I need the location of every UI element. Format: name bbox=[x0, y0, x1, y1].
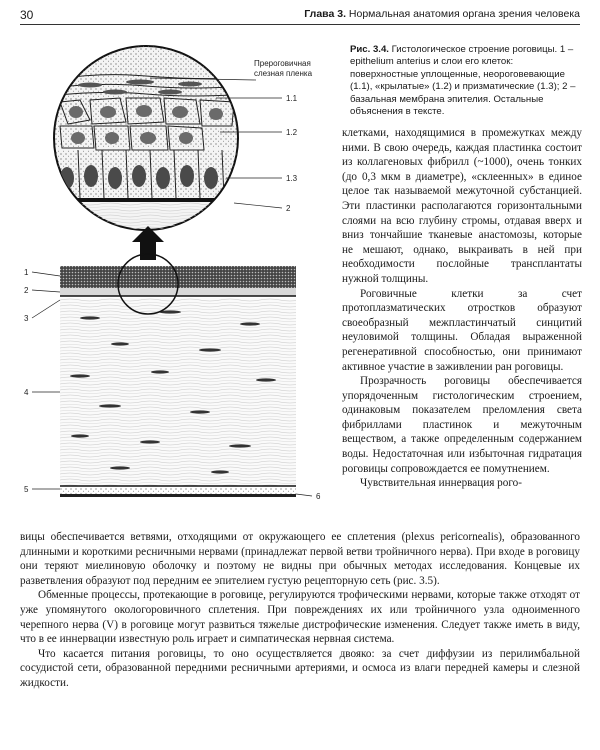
label-6: 6 bbox=[316, 492, 321, 501]
paragraph: Чувствительная иннервация рого- bbox=[360, 477, 522, 490]
page-number: 30 bbox=[20, 8, 34, 22]
label-1: 1 bbox=[24, 268, 29, 277]
header-rule bbox=[20, 24, 580, 25]
label-tear-film-line2: слезная пленка bbox=[254, 69, 313, 78]
label-3: 3 bbox=[24, 314, 29, 323]
label-1-3: 1.3 bbox=[286, 174, 298, 183]
label-1-2: 1.2 bbox=[286, 128, 298, 137]
paragraph: Что касается питания роговицы, то оно осуществляется двояко: за счет диффузии из перилимбальной сосудистой сети, образованной передними ресничными артериями, и осмоса из влаги передней камеры и слезной жидкости. bbox=[20, 647, 580, 689]
caption-text: Гистологическое строение роговицы. 1 – epithelium anterius и слои его клеток: поверхностные уплощенные, неороговевающие (1.1), «крылатые» (1.2) и призматические (1.3); 2 – базальная мембрана эпителия. Остальные объяснения в тексте. bbox=[350, 44, 576, 118]
magnification-arrow bbox=[132, 226, 164, 260]
chapter-title: Нормальная анатомия органа зрения человека bbox=[348, 8, 580, 20]
right-column-text bbox=[342, 126, 582, 491]
paragraph: Роговичные клетки за счет протоплазматических отростков образуют своеобразный межпластинчатый синцитий неуловимой толщины. Обладая выраженной регенеративной способностью, они принимают активное участие в заживлении ран роговицы. bbox=[342, 287, 582, 373]
label-1-1: 1.1 bbox=[286, 94, 298, 103]
figure-caption bbox=[350, 44, 580, 118]
label-2: 2 bbox=[24, 286, 29, 295]
running-header bbox=[304, 8, 580, 20]
cornea-cross-section bbox=[60, 254, 296, 497]
cornea-histology-figure bbox=[20, 28, 340, 508]
label-4: 4 bbox=[24, 388, 29, 397]
label-tear-film-line1: Прероговичная bbox=[254, 59, 311, 68]
paragraph: Прозрачность роговицы обеспечивается упорядоченным гистологическим строением, одинаковым показателем преломления света фибриллами пластинок и межуточным веществом, а также определенным содержанием воды. Недостаточная или избыточная гидратация роговицы сопровождается ее помутнением. bbox=[342, 375, 582, 475]
full-width-text bbox=[20, 530, 580, 691]
paragraph: вицы обеспечивается ветвями, отходящими от окружающего ее сплетения (plexus pericornealis), образованного длинными и короткими ресничными нервами (принадлежат первой ветви тройничного нерва). При входе в роговицу они теряют миелиновую оболочку и поэтому не видны при обычных методах исследования. Концевые их разветвления образуют под передним ее эпителием густую рецепторную сеть (рис. 3.5). bbox=[20, 531, 580, 587]
paragraph: Обменные процессы, протекающие в роговице, регулируются трофическими нервами, которые также отходят от уже упомянутого окологоровичного сплетения. При повреждениях их или тройничного узла одноименного черепного нерва (V) в роговице могут развиться тяжелые дистрофические изменения. Следует также иметь в виду, что в ее иннервации известную роль играет и симпатическая нервная система. bbox=[20, 589, 580, 646]
label-5: 5 bbox=[24, 485, 29, 494]
magnified-epithelium bbox=[50, 46, 250, 232]
caption-label: Рис. 3.4. bbox=[350, 44, 389, 55]
paragraph: клетками, находящимися в промежутках между ними. В свою очередь, каждая пластинка состоит из коллагеновых фибрилл (~1000), очень тонких (до 0,3 мкм в диаметре), «склеенных» в единое целое так называемой межуточной субстанцией. Эти пластинки располагаются горизонтальными слоями на всю глубину стромы, отдавая вверх и вниз тончайшие тканевые анастомозы, которые не мешают, однако, выкраивать в ней при необходимости послойные трансплантаты нужной толщины. bbox=[342, 127, 582, 285]
label-2-top: 2 bbox=[286, 204, 291, 213]
chapter-label: Глава 3. bbox=[304, 8, 346, 20]
